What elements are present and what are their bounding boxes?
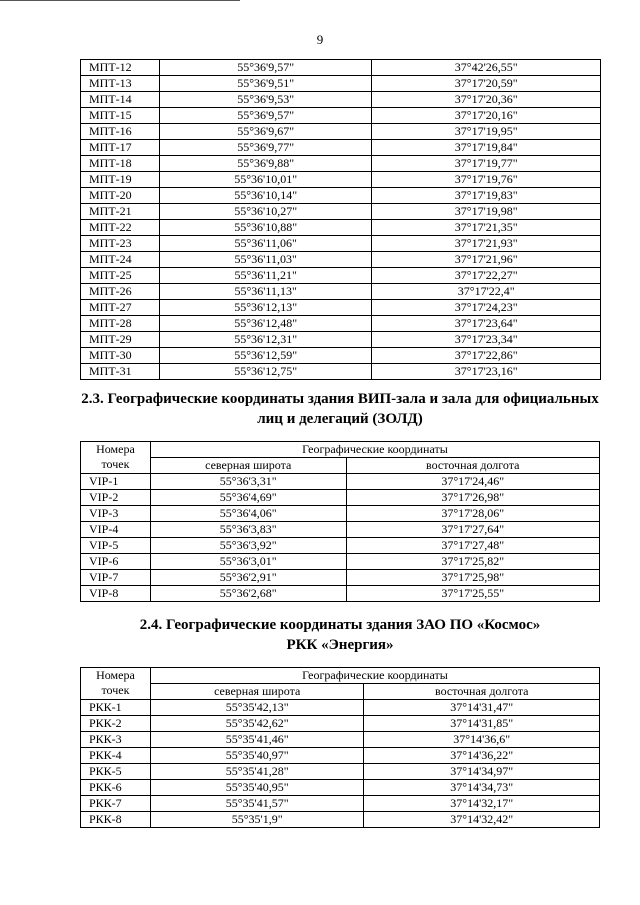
table-row (81, 796, 600, 812)
point-id-cell: МПТ-14 (81, 92, 160, 108)
latitude-cell: 55°36'10,14" (159, 188, 372, 204)
latitude-cell: 55°36'12,48" (159, 316, 372, 332)
table-body (81, 60, 601, 380)
longitude-cell: 37°14'32,42" (364, 812, 600, 828)
table-row (81, 316, 601, 332)
latitude-cell: 55°36'9,51" (159, 76, 372, 92)
table-row (81, 506, 600, 522)
table-row (81, 780, 600, 796)
header-point-number-line1: Номера (96, 442, 135, 456)
point-id-cell: МПТ-28 (81, 316, 160, 332)
header-point-number-line1: Номера (96, 668, 135, 682)
latitude-cell: 55°36'3,83" (150, 522, 346, 538)
latitude-cell: 55°36'11,21" (159, 268, 372, 284)
latitude-cell: 55°36'12,13" (159, 300, 372, 316)
longitude-cell: 37°17'22,27" (372, 268, 601, 284)
table-row (81, 474, 600, 490)
table-row (81, 124, 601, 140)
longitude-cell: 37°17'22,4" (372, 284, 601, 300)
point-id-cell: МПТ-21 (81, 204, 160, 220)
table-row (81, 732, 600, 748)
point-id-cell: РКК-2 (81, 716, 151, 732)
table-row (81, 300, 601, 316)
longitude-cell: 37°17'19,76" (372, 172, 601, 188)
table-body (81, 474, 600, 602)
header-latitude: северная широта (150, 684, 364, 700)
longitude-cell: 37°17'19,98" (372, 204, 601, 220)
table-row (81, 538, 600, 554)
table-row (81, 522, 600, 538)
latitude-cell: 55°36'9,53" (159, 92, 372, 108)
table-row (81, 812, 600, 828)
section-2-3-heading (70, 389, 610, 429)
table-row (81, 236, 601, 252)
latitude-cell: 55°36'2,68" (150, 586, 346, 602)
longitude-cell: 37°17'20,16" (372, 108, 601, 124)
section-2-4-heading-line1: 2.4. Географические координаты здания ЗАО ПО «Космос» (139, 617, 541, 633)
longitude-cell: 37°42'26,55" (372, 60, 601, 76)
longitude-cell: 37°14'31,47" (364, 700, 600, 716)
point-id-cell: МПТ-29 (81, 332, 160, 348)
coordinates-table-rkk (80, 667, 600, 828)
latitude-cell: 55°35'42,13" (150, 700, 364, 716)
longitude-cell: 37°17'25,98" (346, 570, 599, 586)
latitude-cell: 55°36'9,57" (159, 108, 372, 124)
latitude-cell: 55°35'40,97" (150, 748, 364, 764)
longitude-cell: 37°17'26,98" (346, 490, 599, 506)
section-2-3-heading-line1: 2.3. Географические координаты здания ВИП-зала и зала для официальных (81, 391, 599, 407)
point-id-cell: РКК-5 (81, 764, 151, 780)
longitude-cell: 37°17'21,96" (372, 252, 601, 268)
longitude-cell: 37°17'19,77" (372, 156, 601, 172)
header-point-number (81, 668, 151, 700)
point-id-cell: VIP-1 (81, 474, 151, 490)
point-id-cell: МПТ-15 (81, 108, 160, 124)
header-point-number-line2: точек (101, 683, 130, 697)
longitude-cell: 37°14'34,73" (364, 780, 600, 796)
point-id-cell: МПТ-31 (81, 364, 160, 380)
header-geo-coordinates: Географические координаты (150, 442, 599, 458)
header-point-number (81, 442, 151, 474)
table-row (81, 268, 601, 284)
point-id-cell: VIP-6 (81, 554, 151, 570)
latitude-cell: 55°36'12,31" (159, 332, 372, 348)
latitude-cell: 55°35'41,28" (150, 764, 364, 780)
longitude-cell: 37°14'32,17" (364, 796, 600, 812)
longitude-cell: 37°17'23,16" (372, 364, 601, 380)
latitude-cell: 55°36'9,88" (159, 156, 372, 172)
longitude-cell: 37°17'25,55" (346, 586, 599, 602)
point-id-cell: РКК-6 (81, 780, 151, 796)
latitude-cell: 55°36'3,31" (150, 474, 346, 490)
latitude-cell: 55°36'9,57" (159, 60, 372, 76)
point-id-cell: МПТ-25 (81, 268, 160, 284)
header-geo-coordinates: Географические координаты (150, 668, 599, 684)
point-id-cell: РКК-7 (81, 796, 151, 812)
latitude-cell: 55°35'40,95" (150, 780, 364, 796)
section-2-4-heading (70, 615, 610, 655)
point-id-cell: МПТ-16 (81, 124, 160, 140)
latitude-cell: 55°36'3,92" (150, 538, 346, 554)
latitude-cell: 55°35'42,62" (150, 716, 364, 732)
longitude-cell: 37°14'34,97" (364, 764, 600, 780)
latitude-cell: 55°35'41,46" (150, 732, 364, 748)
longitude-cell: 37°17'28,06" (346, 506, 599, 522)
header-longitude: восточная долгота (346, 458, 599, 474)
point-id-cell: VIP-2 (81, 490, 151, 506)
point-id-cell: РКК-3 (81, 732, 151, 748)
point-id-cell: МПТ-20 (81, 188, 160, 204)
table-row (81, 252, 601, 268)
table-row (81, 348, 601, 364)
table-body (81, 700, 600, 828)
table-row (81, 554, 600, 570)
coordinates-table-mpt (80, 59, 601, 380)
table-row (81, 364, 601, 380)
section-2-3-heading-line2: лиц и делегаций (ЗОЛД) (257, 411, 423, 427)
table-row (81, 92, 601, 108)
latitude-cell: 55°36'11,06" (159, 236, 372, 252)
coordinates-table-vip (80, 441, 600, 602)
table-row (81, 76, 601, 92)
table-row (81, 490, 600, 506)
point-id-cell: МПТ-13 (81, 76, 160, 92)
longitude-cell: 37°14'36,22" (364, 748, 600, 764)
latitude-cell: 55°36'11,13" (159, 284, 372, 300)
point-id-cell: МПТ-24 (81, 252, 160, 268)
longitude-cell: 37°17'27,64" (346, 522, 599, 538)
header-point-number-line2: точек (101, 457, 130, 471)
latitude-cell: 55°36'10,88" (159, 220, 372, 236)
table-row (81, 156, 601, 172)
table-row (81, 332, 601, 348)
longitude-cell: 37°17'27,48" (346, 538, 599, 554)
point-id-cell: МПТ-23 (81, 236, 160, 252)
latitude-cell: 55°36'10,27" (159, 204, 372, 220)
longitude-cell: 37°17'19,83" (372, 188, 601, 204)
table-row (81, 60, 601, 76)
point-id-cell: МПТ-19 (81, 172, 160, 188)
latitude-cell: 55°36'12,59" (159, 348, 372, 364)
longitude-cell: 37°17'21,93" (372, 236, 601, 252)
point-id-cell: VIP-7 (81, 570, 151, 586)
longitude-cell: 37°17'19,84" (372, 140, 601, 156)
table-row (81, 188, 601, 204)
point-id-cell: МПТ-18 (81, 156, 160, 172)
longitude-cell: 37°17'21,35" (372, 220, 601, 236)
table-row (81, 716, 600, 732)
longitude-cell: 37°17'23,34" (372, 332, 601, 348)
point-id-cell: РКК-8 (81, 812, 151, 828)
section-2-4-heading-line2: РКК «Энергия» (286, 637, 394, 653)
point-id-cell: МПТ-12 (81, 60, 160, 76)
point-id-cell: РКК-1 (81, 700, 151, 716)
longitude-cell: 37°17'20,36" (372, 92, 601, 108)
point-id-cell: VIP-5 (81, 538, 151, 554)
latitude-cell: 55°36'11,03" (159, 252, 372, 268)
latitude-cell: 55°36'10,01" (159, 172, 372, 188)
point-id-cell: VIP-8 (81, 586, 151, 602)
latitude-cell: 55°36'2,91" (150, 570, 346, 586)
longitude-cell: 37°17'24,46" (346, 474, 599, 490)
latitude-cell: 55°36'12,75" (159, 364, 372, 380)
longitude-cell: 37°14'31,85" (364, 716, 600, 732)
table-row (81, 140, 601, 156)
header-latitude: северная широта (150, 458, 346, 474)
latitude-cell: 55°36'4,69" (150, 490, 346, 506)
top-rule (0, 0, 240, 1)
latitude-cell: 55°36'9,67" (159, 124, 372, 140)
table-row (81, 570, 600, 586)
page-number: 9 (316, 32, 324, 47)
table-row (81, 700, 600, 716)
point-id-cell: РКК-4 (81, 748, 151, 764)
latitude-cell: 55°36'3,01" (150, 554, 346, 570)
table-row (81, 284, 601, 300)
header-longitude: восточная долгота (364, 684, 600, 700)
point-id-cell: МПТ-27 (81, 300, 160, 316)
longitude-cell: 37°17'20,59" (372, 76, 601, 92)
table-row (81, 220, 601, 236)
table-row (81, 764, 600, 780)
point-id-cell: МПТ-30 (81, 348, 160, 364)
table-row (81, 172, 601, 188)
longitude-cell: 37°17'22,86" (372, 348, 601, 364)
point-id-cell: МПТ-17 (81, 140, 160, 156)
longitude-cell: 37°17'25,82" (346, 554, 599, 570)
longitude-cell: 37°17'24,23" (372, 300, 601, 316)
point-id-cell: VIP-4 (81, 522, 151, 538)
latitude-cell: 55°35'41,57" (150, 796, 364, 812)
table-row (81, 204, 601, 220)
longitude-cell: 37°17'23,64" (372, 316, 601, 332)
longitude-cell: 37°14'36,6" (364, 732, 600, 748)
point-id-cell: VIP-3 (81, 506, 151, 522)
point-id-cell: МПТ-26 (81, 284, 160, 300)
longitude-cell: 37°17'19,95" (372, 124, 601, 140)
table-row (81, 586, 600, 602)
table-row (81, 108, 601, 124)
latitude-cell: 55°36'9,77" (159, 140, 372, 156)
latitude-cell: 55°35'1,9" (150, 812, 364, 828)
table-row (81, 748, 600, 764)
latitude-cell: 55°36'4,06" (150, 506, 346, 522)
point-id-cell: МПТ-22 (81, 220, 160, 236)
